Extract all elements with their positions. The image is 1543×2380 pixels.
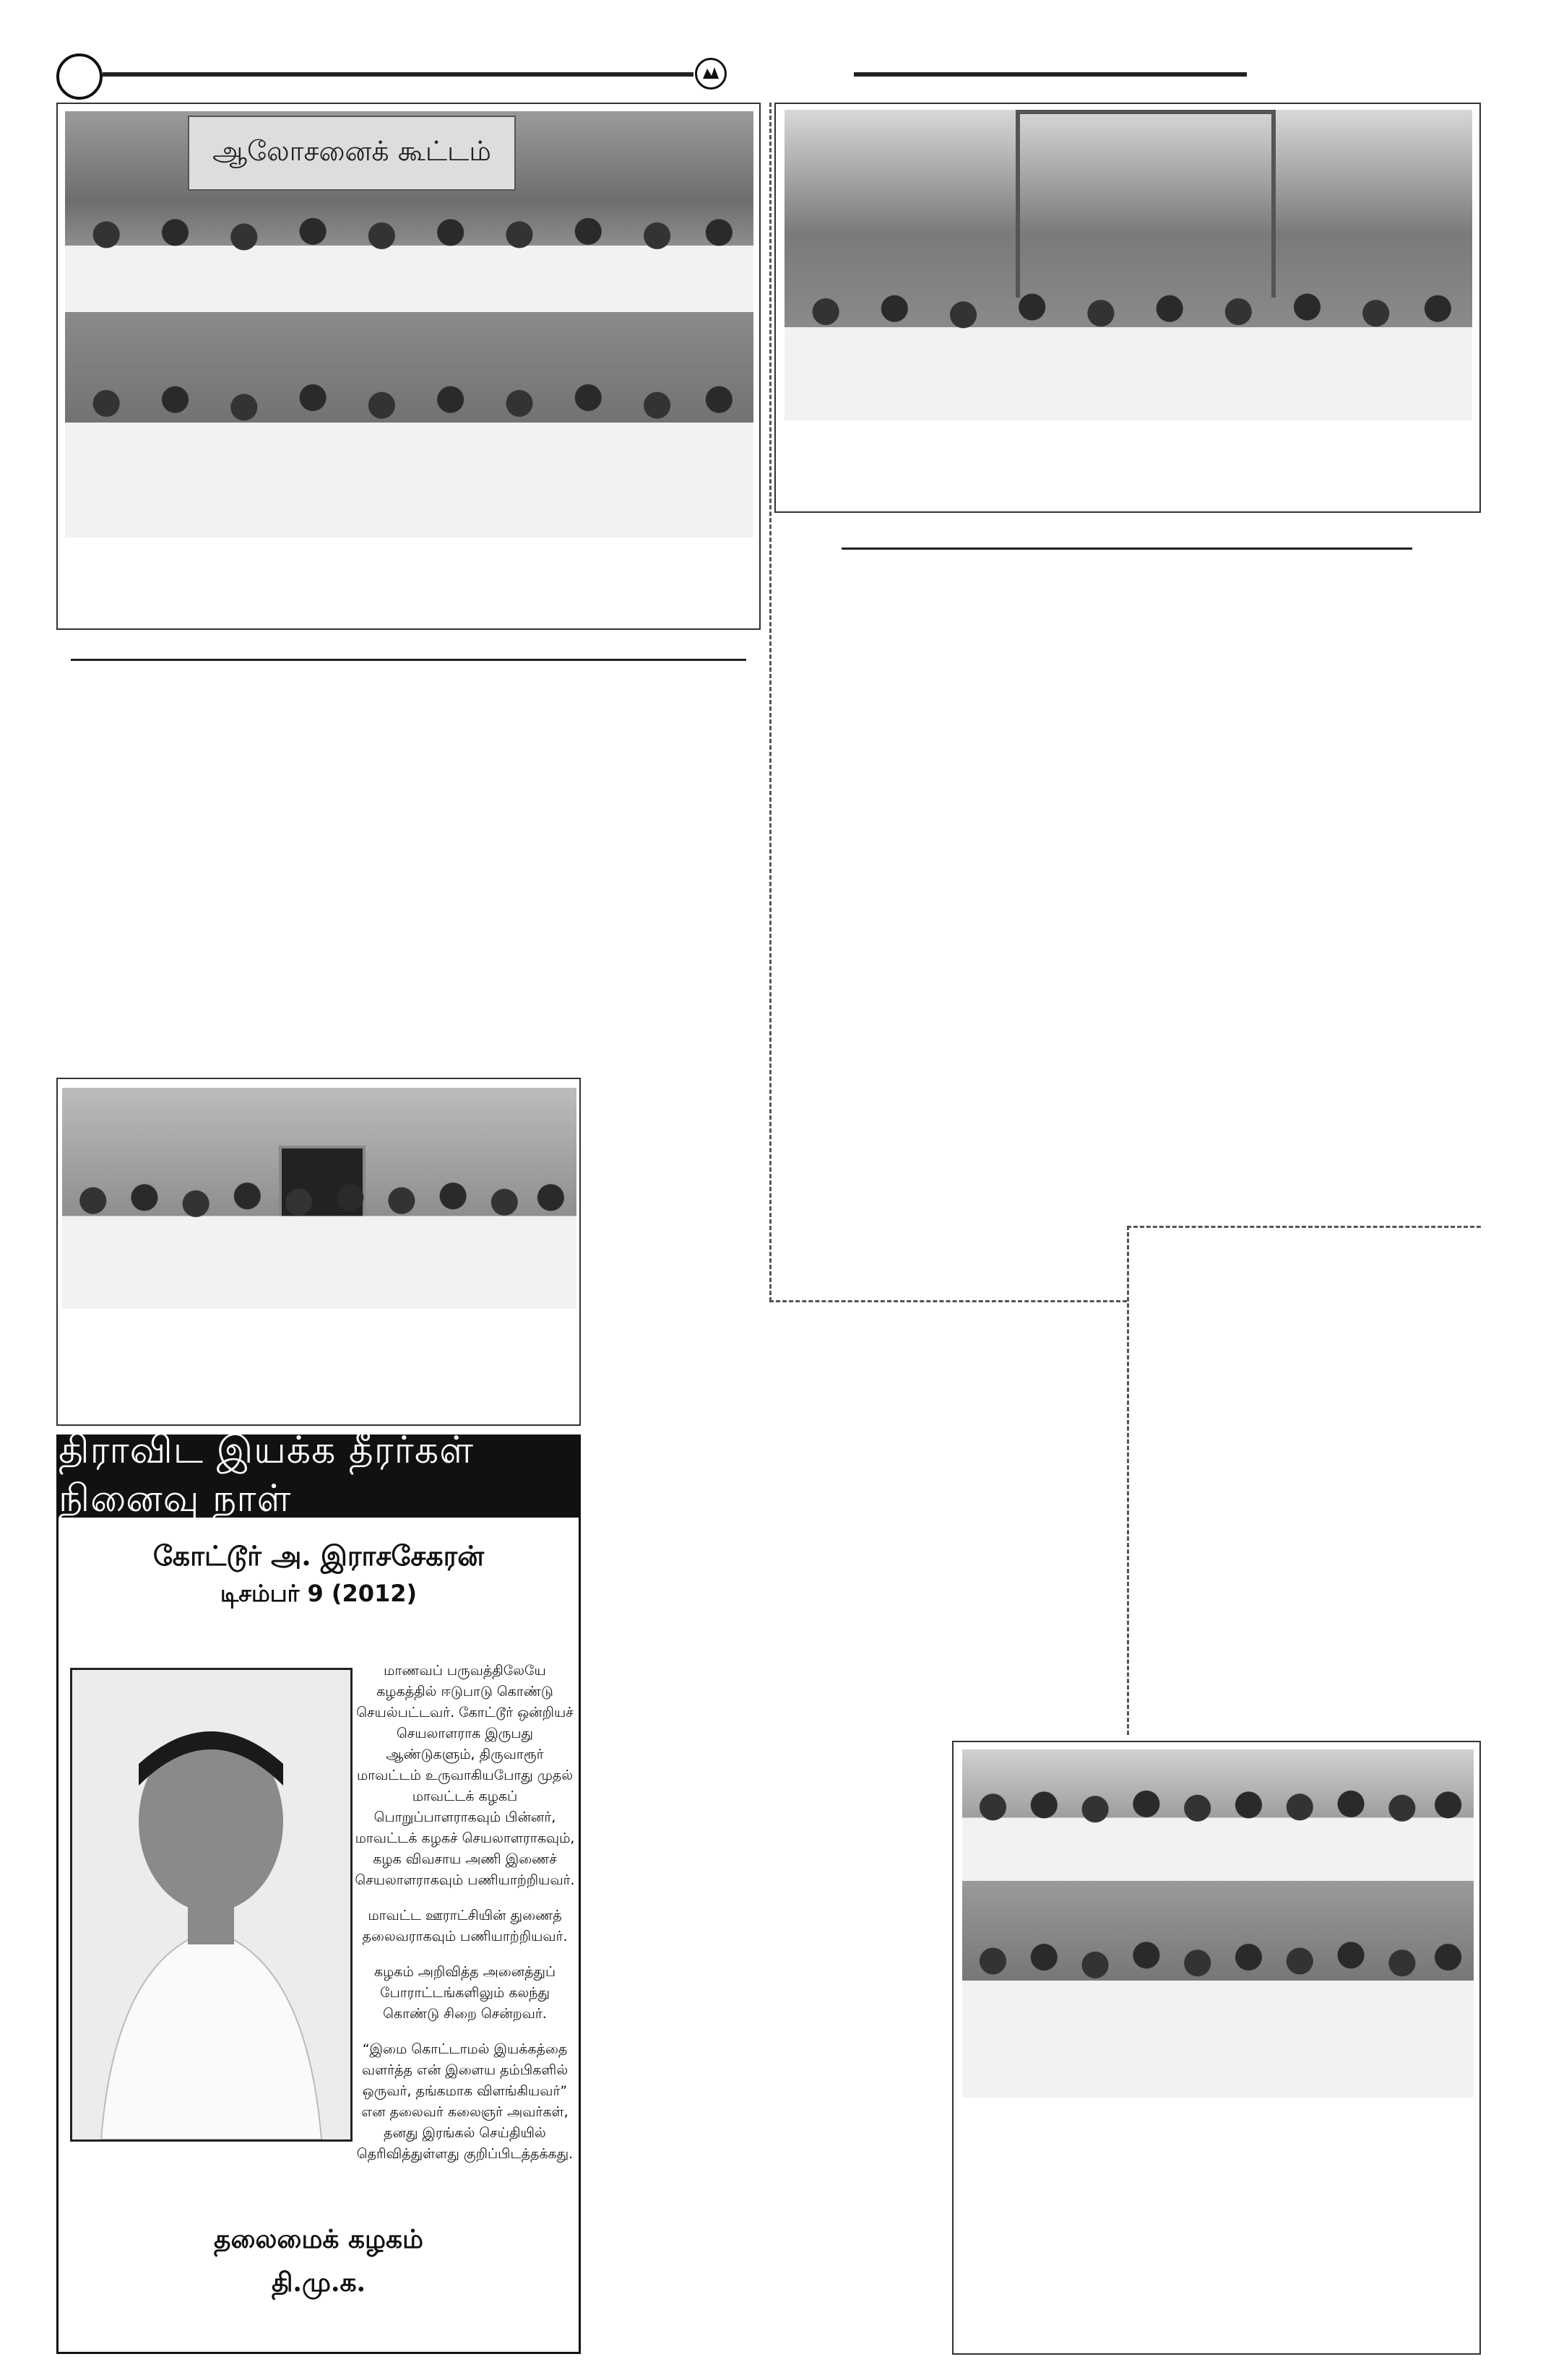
bio-paragraph: மாணவப் பருவத்திலேயே கழகத்தில் ஈடுபாடு கொண்டு செயல்பட்டவர். கோட்டூர் ஒன்றியச் செயலாளராக இருபது ஆண்டுகளும், திருவாரூர் மாவட்டம் உருவாகியபோது முதல் மாவட்டக் கழகப் பொறுப்பாளராகவும் பின்னர், மாவட்டக் கழகச் செயலாளராகவும், கழக விவசாய அணி இணைச் செயலாளராகவும் பணியாற்றியவர்.	[355, 1663, 575, 1888]
plaque-unveiling-photo	[62, 1088, 576, 1309]
column-divider-upper	[1127, 1226, 1481, 1228]
obituary-heading: திராவிட இயக்க தீரர்கள் நினைவு நாள்	[59, 1437, 579, 1518]
photo-frame-event	[952, 1741, 1481, 2355]
event-audience-photo	[962, 1881, 1474, 2098]
header-rule-right	[854, 72, 1247, 77]
bio-paragraph: கழகம் அறிவித்த அனைத்துப் போராட்டங்களிலும் கலந்து கொண்டு சிறை சென்றவர்.	[373, 1964, 556, 2022]
event-stage-photo	[962, 1749, 1474, 1881]
party-emblem-icon	[695, 58, 727, 90]
obituary-name: கோட்டூர் அ. இராசசேகரன்	[152, 1539, 485, 1572]
photo-frame-meeting	[56, 103, 761, 630]
bio-paragraph: “இமை கொட்டாமல் இயக்கத்தை வளர்த்த என் இளைய தம்பிகளில் ஒருவர், தங்கமாக விளங்கியவர்” என தலைவர் கலைஞர் அவர்கள், தனது இரங்கல் செய்தியில் தெரிவித்துள்ளது குறிப்பிடத்தக்கது.	[356, 2041, 574, 2162]
obituary-footer-line1: தலைமைக் கழகம்	[214, 2224, 423, 2254]
column-divider-horizontal	[769, 1300, 1127, 1302]
article-rule-right	[842, 548, 1412, 550]
obituary-box	[56, 1429, 581, 2354]
obituary-footer-line2: தி.மு.க.	[271, 2267, 366, 2298]
photo-frame-arch	[774, 103, 1481, 513]
meeting-audience-photo	[65, 312, 753, 537]
arch-crowd-photo	[785, 110, 1472, 420]
column-divider	[769, 103, 772, 1302]
column-divider-lower	[1127, 1226, 1129, 1735]
photo-frame-plaque	[56, 1078, 581, 1426]
obituary-date: டிசம்பர் 9 (2012)	[220, 1580, 418, 1607]
meeting-stage-photo	[65, 111, 753, 312]
bio-paragraph: மாவட்ட ஊராட்சியின் துணைத் தலைவராகவும் பணியாற்றியவர்.	[362, 1908, 568, 1944]
obituary-portrait	[70, 1668, 353, 2142]
obituary-bio	[355, 1661, 575, 2179]
page-number-circle	[56, 53, 103, 100]
article-rule-left	[71, 659, 746, 661]
header-rule	[103, 72, 693, 77]
meeting-banner-text: ஆலோசனைக் கூட்டம்	[212, 135, 491, 167]
meeting-banner	[188, 116, 516, 191]
